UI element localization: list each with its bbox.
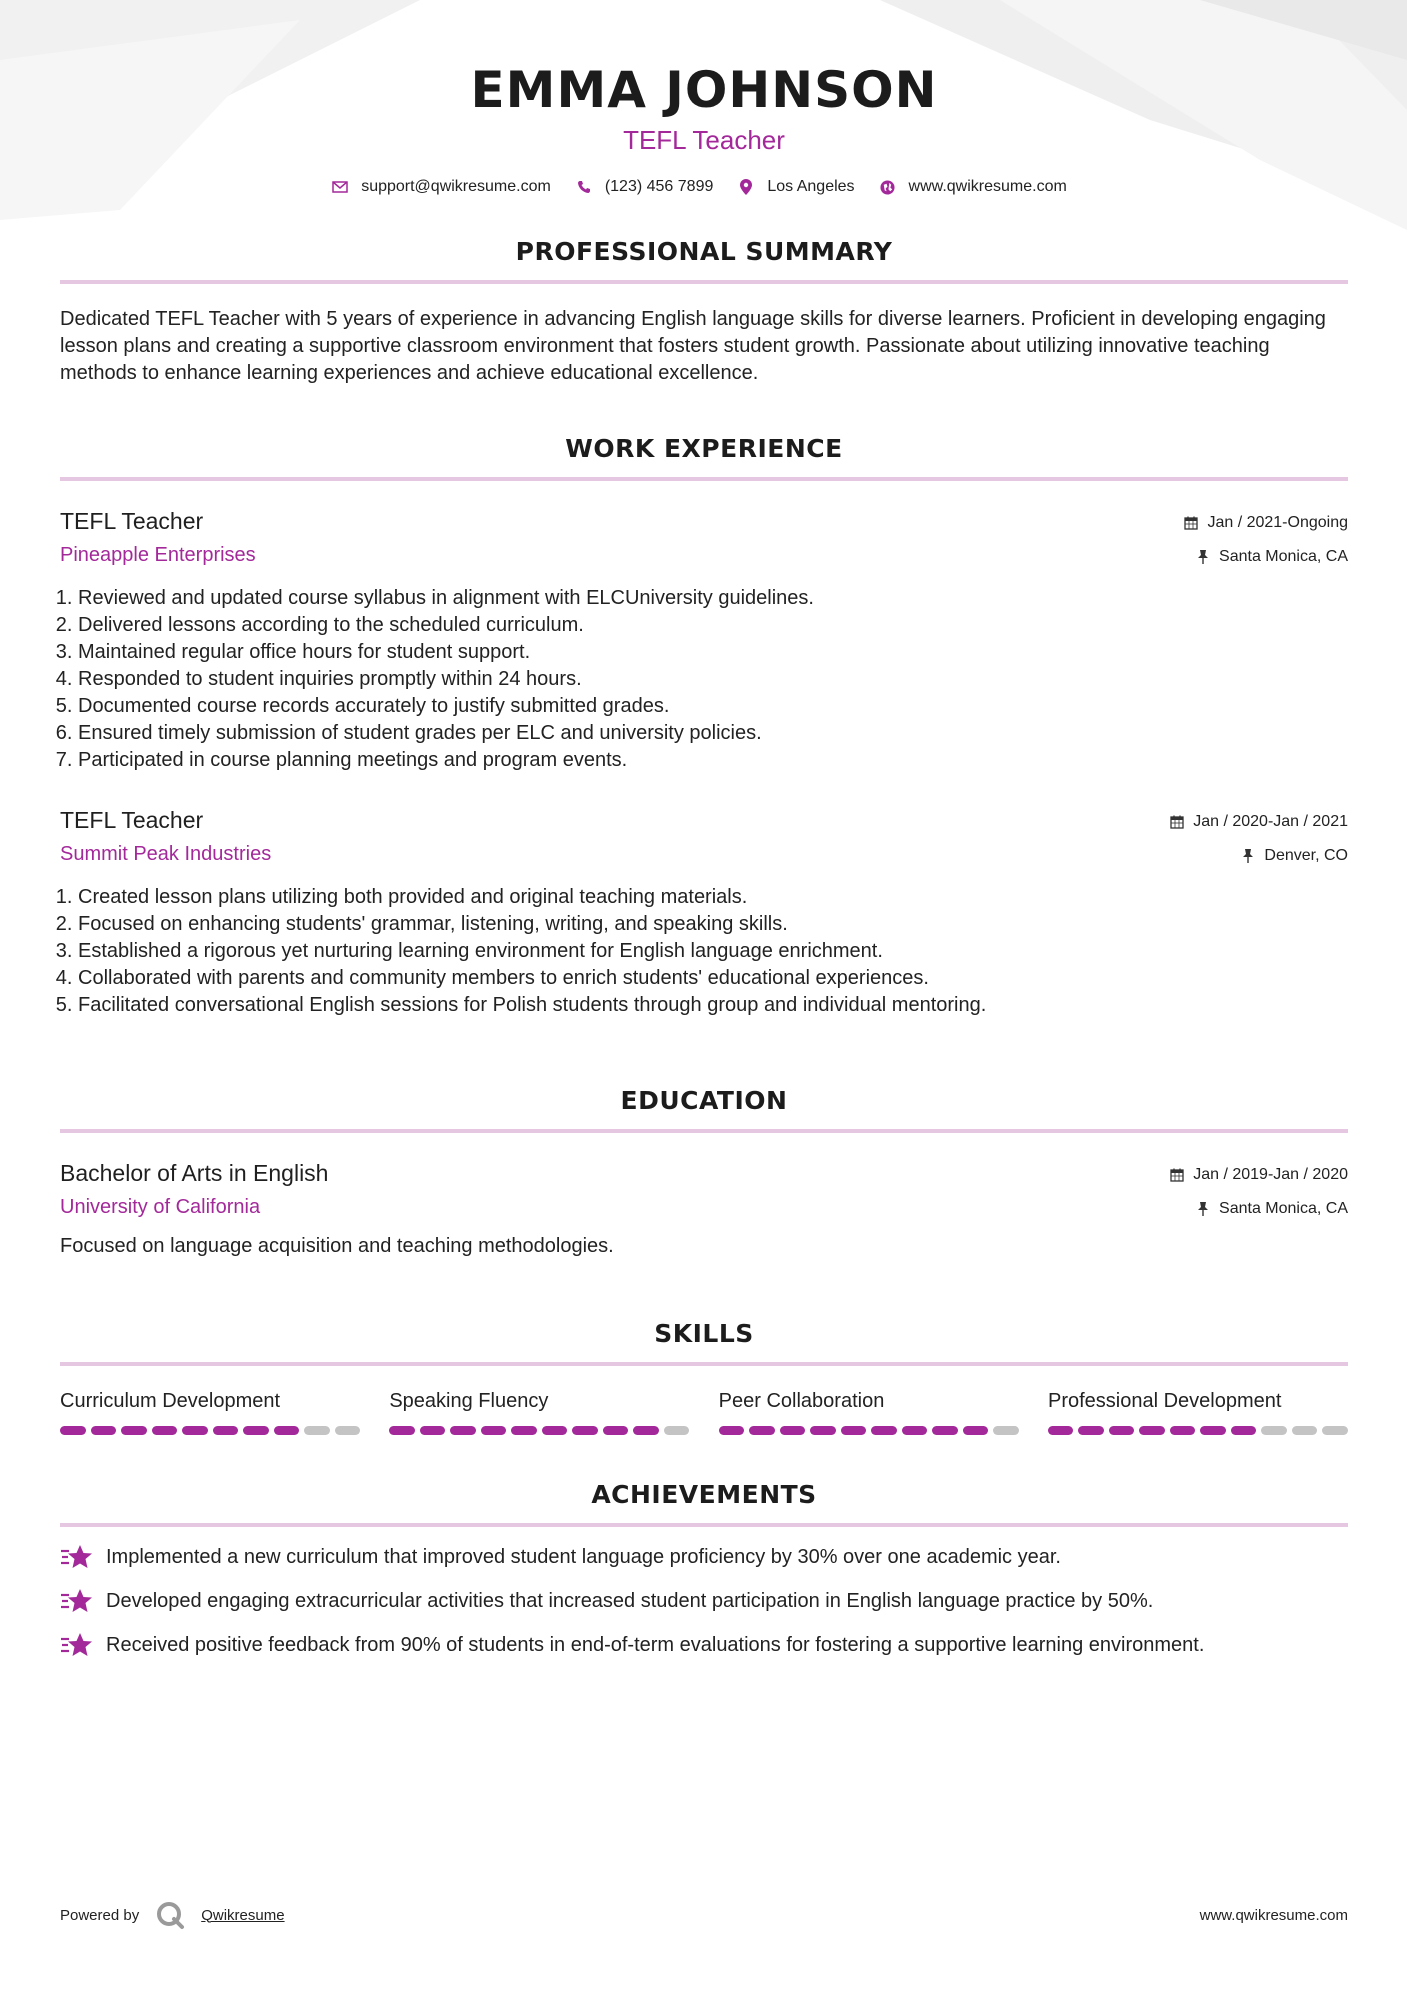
summary-heading: PROFESSIONAL SUMMARY	[515, 237, 893, 266]
skill-dot-filled	[542, 1426, 568, 1435]
list-item: 3. Established a rigorous yet nurturing learning environment for English language enrichment.	[78, 938, 1348, 965]
skill-dot-filled	[1078, 1426, 1104, 1435]
skill-dot-filled	[274, 1426, 300, 1435]
skill-dot-empty	[335, 1426, 361, 1435]
phone-icon	[575, 180, 593, 194]
skill-dot-filled	[1109, 1426, 1135, 1435]
skill-dot-filled	[481, 1426, 507, 1435]
skill-dot-empty	[1322, 1426, 1348, 1435]
skill-name: Professional Development	[1047, 1390, 1282, 1412]
skill-dot-filled	[841, 1426, 867, 1435]
skill-dot-filled	[1200, 1426, 1226, 1435]
skill-dot-filled	[719, 1426, 745, 1435]
section-divider	[60, 1523, 1348, 1527]
skill-dot-filled	[450, 1426, 476, 1435]
education-entry	[60, 1159, 1348, 1260]
powered-by	[60, 1900, 285, 1930]
skills-heading: SKILLS	[654, 1319, 754, 1348]
education-section	[60, 1085, 1348, 1260]
envelope-icon	[331, 181, 349, 193]
list-item: 4. Responded to student inquiries promptly within 24 hours.	[78, 666, 1348, 693]
skill-dot-filled	[1170, 1426, 1196, 1435]
summary-text: Dedicated TEFL Teacher with 5 years of experience in advancing English language skills for diverse learners. Proficient in developing engaging lesson plans and creating a supportive classroom environment that fosters student growth. Passionate about utilizing innovative teaching methods to enhance learning experiences and achieve educational excellence.	[60, 308, 1326, 384]
skill-level-meter	[1048, 1426, 1348, 1435]
skills-grid	[60, 1388, 1348, 1435]
skill-dot-filled	[152, 1426, 178, 1435]
skill-dot-filled	[572, 1426, 598, 1435]
skill-dot-filled	[60, 1426, 86, 1435]
job-entry	[60, 507, 1348, 774]
shooting-star-icon	[60, 1631, 92, 1659]
list-item: 1. Created lesson plans utilizing both provided and original teaching materials.	[78, 884, 1348, 911]
skill-name: Peer Collaboration	[718, 1390, 885, 1412]
calendar-icon	[1169, 1168, 1185, 1182]
list-item	[60, 1543, 1348, 1571]
list-item	[60, 1587, 1348, 1615]
degree-title: Bachelor of Arts in English	[60, 1160, 329, 1186]
achievements-section	[60, 1479, 1348, 1659]
job-dates: Jan / 2020-Jan / 2021	[1193, 813, 1348, 830]
resume-header	[60, 0, 1348, 196]
achievement-list	[60, 1543, 1348, 1659]
job-entry	[60, 806, 1348, 1019]
skill-dot-filled	[780, 1426, 806, 1435]
skill-dot-filled	[1139, 1426, 1165, 1435]
candidate-title: TEFL Teacher	[623, 125, 785, 155]
achievement-text: Developed engaging extracurricular activities that increased student participation in English language practice by 50%.	[106, 1590, 1154, 1612]
calendar-icon	[1183, 516, 1199, 530]
skill-dot-filled	[213, 1426, 239, 1435]
achievements-heading: ACHIEVEMENTS	[591, 1480, 817, 1509]
skill-dot-filled	[932, 1426, 958, 1435]
list-item	[60, 1631, 1348, 1659]
company-name: Pineapple Enterprises	[60, 544, 256, 566]
contact-phone[interactable]	[575, 178, 714, 196]
school-name: University of California	[60, 1196, 261, 1218]
skill-item	[389, 1388, 689, 1435]
skill-name: Speaking Fluency	[389, 1390, 549, 1412]
skill-dot-empty	[1292, 1426, 1318, 1435]
company-name: Summit Peak Industries	[60, 843, 272, 865]
powered-by-label: Powered by	[60, 1906, 140, 1924]
skill-dot-filled	[633, 1426, 659, 1435]
skill-dot-filled	[871, 1426, 897, 1435]
job-location: Denver, CO	[1264, 847, 1348, 864]
resume-page	[60, 0, 1348, 1659]
section-divider	[60, 1362, 1348, 1366]
skill-level-meter	[60, 1426, 360, 1435]
contact-website[interactable]	[879, 178, 1067, 196]
skill-dot-filled	[91, 1426, 117, 1435]
skill-name: Curriculum Development	[60, 1390, 281, 1412]
list-item: 7. Participated in course planning meetings and program events.	[78, 747, 1348, 774]
shooting-star-icon	[60, 1587, 92, 1615]
skill-dot-filled	[182, 1426, 208, 1435]
list-item: 3. Maintained regular office hours for student support.	[78, 639, 1348, 666]
job-title: TEFL Teacher	[60, 508, 204, 534]
list-item: 4. Collaborated with parents and community members to enrich students' educational experiences.	[78, 965, 1348, 992]
footer-website-link[interactable]: www.qwikresume.com	[1199, 1906, 1348, 1924]
skill-dot-filled	[1231, 1426, 1257, 1435]
skill-dot-filled	[902, 1426, 928, 1435]
skill-dot-filled	[420, 1426, 446, 1435]
education-location: Santa Monica, CA	[1219, 1200, 1348, 1217]
list-item: 2. Focused on enhancing students' grammar, listening, writing, and speaking skills.	[78, 911, 1348, 938]
list-item: 5. Documented course records accurately to justify submitted grades.	[78, 693, 1348, 720]
skill-item	[719, 1388, 1019, 1435]
duty-list	[60, 884, 1348, 1019]
skill-dot-filled	[963, 1426, 989, 1435]
phone-text: (123) 456 7899	[604, 178, 714, 195]
achievement-text: Received positive feedback from 90% of students in end-of-term evaluations for fostering a supportive learning environment.	[106, 1634, 1205, 1656]
job-dates: Jan / 2021-Ongoing	[1207, 514, 1348, 531]
section-divider	[60, 280, 1348, 284]
skill-dot-filled	[749, 1426, 775, 1435]
section-divider	[60, 477, 1348, 481]
education-description: Focused on language acquisition and teaching methodologies.	[60, 1235, 614, 1257]
duty-list	[60, 585, 1348, 774]
website-text: www.qwikresume.com	[908, 178, 1067, 195]
skill-dot-empty	[304, 1426, 330, 1435]
candidate-name: EMMA JOHNSON	[470, 61, 938, 119]
brand-link[interactable]: Qwikresume	[201, 1906, 285, 1924]
job-title: TEFL Teacher	[60, 807, 204, 833]
skill-dot-filled	[511, 1426, 537, 1435]
skill-dot-filled	[389, 1426, 415, 1435]
calendar-icon	[1169, 815, 1185, 829]
skill-item	[1048, 1388, 1348, 1435]
qwikresume-logo-icon	[155, 1900, 185, 1930]
skill-dot-empty	[664, 1426, 690, 1435]
location-text: Los Angeles	[767, 178, 855, 195]
map-pin-icon	[737, 179, 755, 195]
skill-dot-empty	[993, 1426, 1019, 1435]
skill-level-meter	[719, 1426, 1019, 1435]
skill-dot-filled	[1048, 1426, 1074, 1435]
experience-heading: WORK EXPERIENCE	[565, 434, 843, 463]
list-item: 6. Ensured timely submission of student grades per ELC and university policies.	[78, 720, 1348, 747]
skill-level-meter	[389, 1426, 689, 1435]
shooting-star-icon	[60, 1543, 92, 1571]
page-footer	[60, 1900, 1348, 1930]
section-divider	[60, 1129, 1348, 1133]
skill-dot-filled	[121, 1426, 147, 1435]
education-heading: EDUCATION	[620, 1086, 788, 1115]
summary-section	[60, 236, 1348, 387]
pushpin-icon	[1195, 1202, 1211, 1216]
list-item: 5. Facilitated conversational English sessions for Polish students through group and individual mentoring.	[78, 992, 1348, 1019]
email-text: support@qwikresume.com	[361, 178, 551, 195]
list-item: 2. Delivered lessons according to the scheduled curriculum.	[78, 612, 1348, 639]
job-location: Santa Monica, CA	[1219, 548, 1348, 565]
skill-dot-filled	[243, 1426, 269, 1435]
contact-location	[737, 178, 854, 196]
achievement-text: Implemented a new curriculum that improved student language proficiency by 30% over one academic year.	[106, 1546, 1061, 1568]
experience-section	[60, 433, 1348, 1019]
skill-dot-filled	[603, 1426, 629, 1435]
contact-email[interactable]	[331, 178, 551, 196]
pushpin-icon	[1240, 849, 1256, 863]
list-item: 1. Reviewed and updated course syllabus in alignment with ELCUniversity guidelines.	[78, 585, 1348, 612]
contact-bar	[60, 178, 1348, 196]
skill-dot-filled	[810, 1426, 836, 1435]
skill-item	[60, 1388, 360, 1435]
pushpin-icon	[1195, 550, 1211, 564]
education-dates: Jan / 2019-Jan / 2020	[1193, 1166, 1348, 1183]
globe-icon	[879, 180, 897, 195]
skill-dot-empty	[1261, 1426, 1287, 1435]
skills-section	[60, 1318, 1348, 1435]
